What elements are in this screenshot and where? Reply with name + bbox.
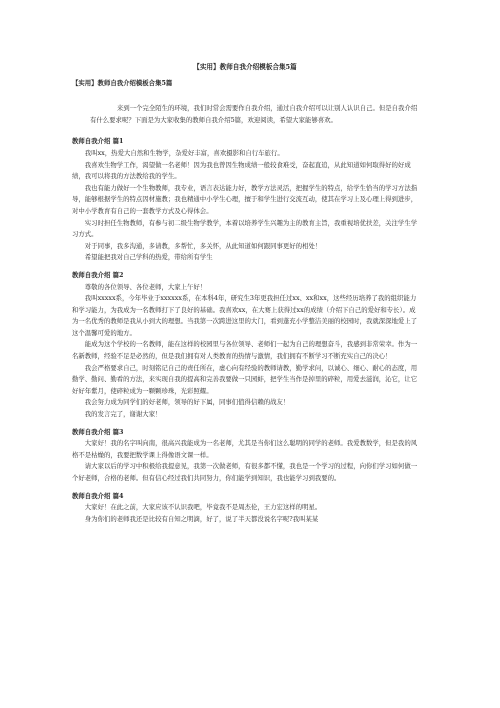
paragraph: 请大家以后的学习中积极给我提意见，我第一次做老师，有很多都不懂，我也是一个学习的过程，向你们学习如何做一个好老师，合格的老师。但有信心经过我们共同努力，你们能学到知识，我也能学习到我要的。 [72,462,418,482]
paragraph: 希望能把我对自己学科的热爱，带给所有学生 [84,253,213,262]
paragraph: 我会严格要求自己，时刻铭记自己的责任所在，虚心向有经验的教师请教，勤学求问，以诚心、细心、耐心的态度，用勤学、勤问、勤看的方法，来实现自我的提高和完善我要做一只园蚌，把学生当作是掉里的碎粒，用爱去滋润，沁它，让它好好年紫月，使碎粒成为一颗颗珍珠，光彩照耀。 [72,363,418,395]
paragraph: 我叫xxxxx系，今年毕业于xxxxxx系，在本科4年，研究生3年更我担任过xx、xx和xx，这些经历培养了我的组织能力和学习能力，为我成为一名教师打下了良好的基础。我喜欢xx，在大赛上获得过xx的成绩（介绍下自己的爱好和专长）。成为一名优秀的教师是我从小到大的理想。当我第一次跨进这里的大门，看到蓬充小学整洁美丽的校园时，我就深深地爱上了这个温馨可爱的地方。 [72,294,418,337]
section-3 [72,427,418,485]
paragraph: 大家好！我的名字叫向南，很高兴我能成为一名老师，尤其是当你们这么聪明的同学的老师。我爱教数学，但是我的风格不是枯燥的，我要把数学课上得像语文课一样。 [72,439,418,459]
paragraph: 我喜欢生物学工作，渴望做一名老师！因为我也曾因生物成绩一般较食难受，奋起直追，从此知道如何取得好的好成绩，我可以将我的方法教给我的学生。 [72,160,411,181]
document-title: 【实用】教师自我介绍模板合集5篇 [193,63,297,71]
paragraph: 我也有能力做好一个生物教师，我专业，语言表达能力好，教学方法灵活，把握学生的特点，给学生恰当的学习方法指导，能够根据学生的特点因材施教；我也精通中小学生心理，擅于和学生进行交流互动，使其在学习上及心理上得到进步，对中小学教育有自己的一套教学方式及心得体会。 [72,183,418,215]
paragraph: 我会努力成为同学们的好老师，领导的好下属，同事们值得信赖的战友！ [84,398,290,407]
section-2 [72,270,418,421]
paragraph: 实习时担任生物教师，有参与初二级生物学教学，本着以培养学生兴趣为主的教育主旨，我重视培优扶差，关注学生学习方式。 [72,218,418,239]
paragraph: 能成为这个学校的一名教师，能在这样的校园里与各位领导、老师们一起为自己的理想奋斗，我感到非常荣幸。作为一名新教师，经验不足是必然的，但是我们拥有对人类教育的热情与激情，我们拥有不断学习不断充实自己的决心！ [72,340,418,361]
paragraph: 我的发言完了，谢谢大家！ [84,410,162,419]
paragraph: 我叫xx，热爱大自然和生物学，杂爱好丰富，喜欢摄影和自行车旅行。 [84,148,284,157]
intro-paragraph: 来到一个完全陌生的环境，我们时常会需要作自我介绍，通过自我介绍可以让别人认识自己。但是自我介绍有什么要求呢？下面是为大家收集的教师自我介绍5篇，欢迎阅读，希望大家能够喜欢。 [90,104,418,124]
paragraph: 尊敬的各位领导、各位老师，大家上午好！ [84,282,207,291]
paragraph: 大家好！在此之前，大家应该不认识我吧，毕竟我不是周杰伦，王力宏这样的明星。 [84,503,322,512]
section-heading: 教师自我介绍 篇1 [72,137,124,146]
paragraph: 对于同事，我多沟通，多请教，多帮忙，多关怀，从此知道如何跟同事更好的相处！ [84,241,322,250]
section-heading: 教师自我介绍 篇3 [72,427,124,436]
paragraph: 身为你们的老师我还是比较有自知之明滴，好了，说了半天都没说名字呢?我叫某某 [84,514,319,523]
section-1 [72,136,418,264]
document-subtitle: 【实用】教师自我介绍模板合集5篇 [72,78,173,87]
section-heading: 教师自我介绍 篇2 [72,270,124,279]
section-4 [72,491,418,526]
section-heading: 教师自我介绍 篇4 [72,491,124,500]
